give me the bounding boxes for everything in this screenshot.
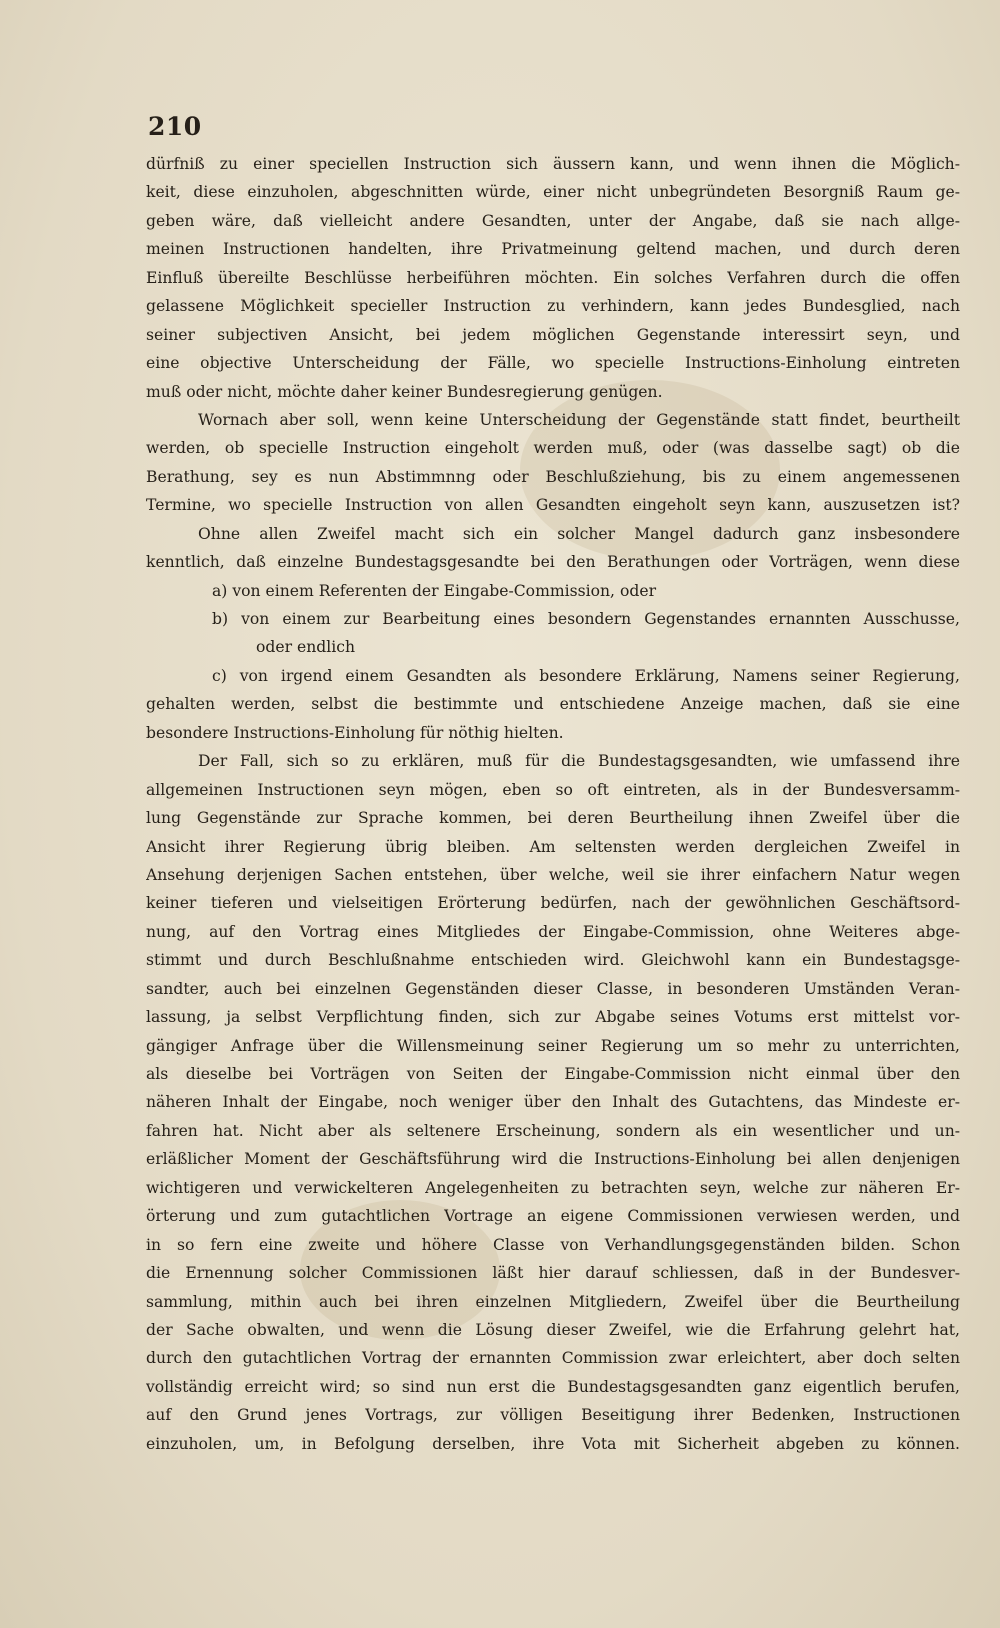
text-line: nung, auf den Vortrag eines Mitgliedes der Eingabe-Commission, ohne Weiteres abge- <box>146 922 960 941</box>
text-line: keiner tieferen und vielseitigen Erörterung bedürfen, nach der gewöhnlichen Geschäftsord- <box>146 894 960 913</box>
text-line: dürfniß zu einer speciellen Instruction sich äussern kann, und wenn ihnen die Möglich- <box>146 155 960 173</box>
text-line: allgemeinen Instructionen seyn mögen, eben so oft eintreten, als in der Bundesversamm- <box>146 780 960 799</box>
text-line: fahren hat. Nicht aber als seltenere Erscheinung, sondern als ein wesentlicher und un- <box>146 1121 960 1140</box>
text-line: besondere Instructions-Einholung für nöthig hielten. <box>146 723 564 742</box>
text-line: b) von einem zur Bearbeitung eines besondern Gegenstandes ernannten Ausschusse, <box>212 610 960 628</box>
text-line: stimmt und durch Beschlußnahme entschieden wird. Gleichwohl kann ein Bundestagsge- <box>146 951 960 970</box>
text-line: sammlung, mithin auch bei ihren einzelnen Mitgliedern, Zweifel über die Beurtheilung <box>146 1292 960 1311</box>
text-line: einzuholen, um, in Befolgung derselben, ihre Vota mit Sicherheit abgeben zu können. <box>146 1434 960 1453</box>
body-text <box>146 150 960 1458</box>
text-line: die Ernennung solcher Commissionen läßt hier darauf schliessen, daß in der Bundesver- <box>146 1264 960 1283</box>
text-line: Ansicht ihrer Regierung übrig bleiben. Am seltensten werden dergleichen Zweifel in <box>146 837 960 856</box>
text-line: werden, ob specielle Instruction eingeholt werden muß, oder (was dasselbe sagt) ob die <box>146 439 960 458</box>
text-line: eine objective Unterscheidung der Fälle, wo specielle Instructions-Einholung eintreten <box>146 354 960 373</box>
text-line: der Sache obwalten, und wenn die Lösung dieser Zweifel, wie die Erfahrung gelehrt hat, <box>146 1320 960 1339</box>
text-line: Berathung, sey es nun Abstimmnng oder Beschlußziehung, bis zu einem angemessenen <box>146 467 960 486</box>
text-line: als dieselbe bei Vorträgen von Seiten der Eingabe-Commission nicht einmal über den <box>146 1065 960 1083</box>
text-line: lassung, ja selbst Verpflichtung finden, sich zur Abgabe seines Votums erst mittelst vor- <box>146 1008 960 1027</box>
text-line: muß oder nicht, möchte daher keiner Bundesregierung genügen. <box>146 382 663 401</box>
text-line: gängiger Anfrage über die Willensmeinung seiner Regierung um so mehr zu unterrichten, <box>146 1036 960 1055</box>
text-line: geben wäre, daß vielleicht andere Gesandten, unter der Angabe, daß sie nach allge- <box>146 211 960 230</box>
text-line: Ansehung derjenigen Sachen entstehen, über welche, weil sie ihrer einfachern Natur wegen <box>146 865 960 884</box>
text-line: sandter, auch bei einzelnen Gegenständen dieser Classe, in besonderen Umständen Veran- <box>146 979 960 998</box>
text-line: Wornach aber soll, wenn keine Unterscheidung der Gegenstände statt findet, beurtheilt <box>198 410 960 429</box>
text-line: gelassene Möglichkeit specieller Instruction zu verhindern, kann jedes Bundesglied, nach <box>146 297 960 316</box>
text-line: Ohne allen Zweifel macht sich ein solcher Mangel dadurch ganz insbesondere <box>198 524 960 543</box>
text-line: lung Gegenstände zur Sprache kommen, bei deren Beurtheilung ihnen Zweifel über die <box>146 809 960 828</box>
text-line: erläßlicher Moment der Geschäftsführung wird die Instructions-Einholung bei allen denjenigen <box>146 1150 960 1169</box>
page-number: 210 <box>148 112 202 141</box>
text-line: gehalten werden, selbst die bestimmte und entschiedene Anzeige machen, daß sie eine <box>146 695 960 714</box>
text-line: örterung und zum gutachtlichen Vortrage an eigene Commissionen verwiesen werden, und <box>146 1207 960 1226</box>
text-line: in so fern eine zweite und höhere Classe von Verhandlungsgegenständen bilden. Schon <box>146 1235 960 1254</box>
text-line: durch den gutachtlichen Vortrag der ernannten Commission zwar erleichtert, aber doch selten <box>146 1349 960 1368</box>
text-line: c) von irgend einem Gesandten als besondere Erklärung, Namens seiner Regierung, <box>212 666 960 685</box>
text-line: Termine, wo specielle Instruction von allen Gesandten eingeholt seyn kann, auszusetzen ist? <box>146 496 960 515</box>
text-line: Einfluß übereilte Beschlüsse herbeiführen möchten. Ein solches Verfahren durch die offen <box>146 268 960 287</box>
text-line: wichtigeren und verwickelteren Angelegenheiten zu betrachten seyn, welche zur näheren Er- <box>146 1178 960 1197</box>
text-line: Der Fall, sich so zu erklären, muß für die Bundestagsgesandten, wie umfassend ihre <box>198 752 960 771</box>
text-line: vollständig erreicht wird; so sind nun erst die Bundestagsgesandten ganz eigentlich berufen, <box>146 1377 960 1396</box>
text-line: seiner subjectiven Ansicht, bei jedem möglichen Gegenstande interessirt seyn, und <box>146 325 960 344</box>
text-line: kenntlich, daß einzelne Bundestagsgesandte bei den Berathungen oder Vorträgen, wenn diese <box>146 553 960 572</box>
text-line: keit, diese einzuholen, abgeschnitten würde, einer nicht unbegründeten Besorgniß Raum ge- <box>146 183 960 202</box>
text-line: meinen Instructionen handelten, ihre Privatmeinung geltend machen, und durch deren <box>146 240 960 259</box>
text-line: auf den Grund jenes Vortrags, zur völligen Beseitigung ihrer Bedenken, Instructionen <box>146 1406 960 1425</box>
text-line: a) von einem Referenten der Eingabe-Commission, oder <box>212 581 657 600</box>
text-line: oder endlich <box>256 638 356 657</box>
text-line: näheren Inhalt der Eingabe, noch weniger über den Inhalt des Gutachtens, das Mindeste er- <box>146 1093 960 1112</box>
